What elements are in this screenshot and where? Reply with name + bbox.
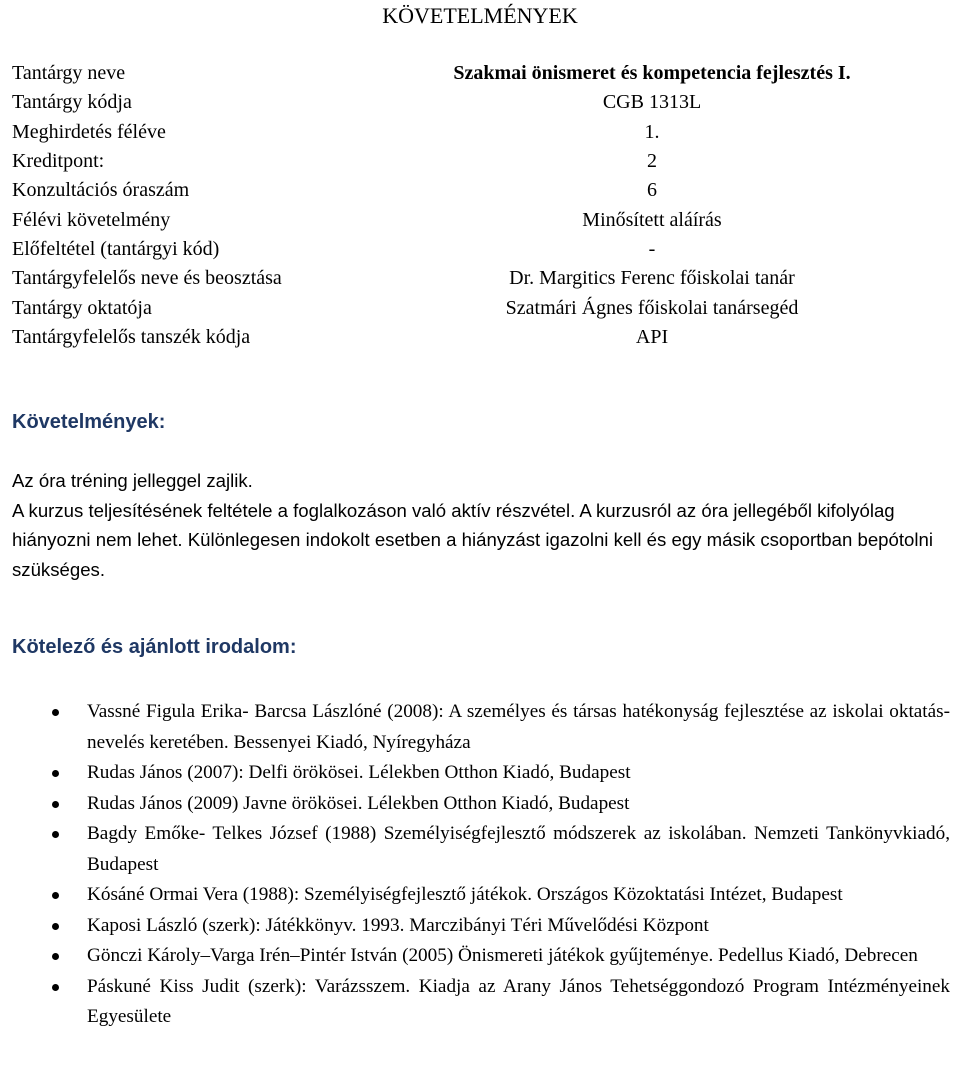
literature-list	[0, 697, 950, 1033]
bullet-icon	[52, 984, 59, 991]
list-item	[0, 789, 950, 820]
requirements-paragraph: Az óra tréning jelleggel zajlik.	[12, 470, 253, 491]
literature-entry: Kaposi László (szerk): Játékkönyv. 1993. Marczibányi Téri Művelődési Központ	[87, 914, 709, 936]
info-label: Meghirdetés féléve	[12, 120, 166, 143]
info-value: 1.	[644, 120, 660, 143]
literature-entry: Vassné Figula Erika- Barcsa Lászlóné (2008): A személyes és társas hatékonyság fejlesztése az iskolai oktatás-nevelés keretében. Bessenyei Kiadó, Nyíregyháza	[87, 701, 950, 753]
info-value: Dr. Margitics Ferenc főiskolai tanár	[509, 267, 795, 290]
list-item	[0, 819, 950, 880]
info-row	[12, 147, 952, 176]
page-title: KÖVETELMÉNYEK	[382, 3, 578, 28]
list-item	[0, 941, 950, 972]
list-item	[0, 972, 950, 1033]
bullet-icon	[52, 801, 59, 808]
list-item	[0, 880, 950, 911]
info-label: Tantárgy oktatója	[12, 296, 152, 319]
info-row	[12, 323, 952, 352]
info-value: 2	[647, 150, 657, 173]
info-row	[12, 59, 952, 88]
info-label: Tantárgy kódja	[12, 91, 132, 114]
bullet-icon	[52, 831, 59, 838]
literature-entry: Gönczi Károly–Varga Irén–Pintér István (2005) Önismereti játékok gyűjteménye. Pedellus Kiadó, Debrecen	[87, 945, 918, 966]
bullet-icon	[52, 953, 59, 960]
info-row	[12, 205, 952, 234]
info-label: Kreditpont:	[12, 150, 105, 173]
requirements-heading: Követelmények:	[12, 411, 166, 433]
bullet-icon	[52, 770, 59, 777]
info-row	[12, 264, 952, 293]
info-label: Tantárgyfelelős neve és beosztása	[12, 267, 282, 290]
requirements-text	[12, 466, 942, 584]
list-item	[0, 911, 950, 942]
info-label: Előfeltétel (tantárgyi kód)	[12, 237, 220, 260]
info-value: CGB 1313L	[602, 91, 702, 114]
info-value: API	[635, 325, 669, 348]
literature-heading: Kötelező és ajánlott irodalom:	[12, 636, 297, 658]
info-row	[12, 235, 952, 264]
bullet-icon	[52, 709, 59, 716]
info-row	[12, 88, 952, 117]
literature-entry: Kósáné Ormai Vera (1988): Személyiségfejlesztő játékok. Országos Közoktatási Intézet, Budapest	[87, 884, 843, 905]
bullet-icon	[52, 892, 59, 899]
info-row	[12, 293, 952, 322]
literature-entry: Rudas János (2009) Javne örökösei. Lélekben Otthon Kiadó, Budapest	[87, 792, 630, 814]
info-value: Szakmai önismeret és kompetencia fejlesztés I.	[453, 62, 851, 85]
list-item	[0, 697, 950, 758]
info-label: Tantárgy neve	[12, 62, 126, 85]
literature-entry: Rudas János (2007): Delfi örökösei. Lélekben Otthon Kiadó, Budapest	[87, 762, 631, 783]
info-label: Félévi követelmény	[12, 208, 171, 231]
info-value: -	[648, 237, 656, 260]
info-value: Szatmári Ágnes főiskolai tanársegéd	[505, 296, 799, 319]
requirements-paragraph: A kurzus teljesítésének feltétele a foglalkozáson való aktív részvétel. A kurzusról az óra jellegéből kifolyólag hiányozni nem lehet. Különlegesen indokolt esetben a hiányzást igazolni kell és egy másik csoportban bepótolni szükséges.	[12, 499, 933, 580]
literature-entry: Páskuné Kiss Judit (szerk): Varázsszem. Kiadja az Arany János Tehetséggondozó Program Intézményeinek Egyesülete	[87, 975, 950, 1027]
info-row	[12, 176, 952, 205]
literature-entry: Bagdy Emőke- Telkes József (1988) Személyiségfejlesztő módszerek az iskolában. Nemzeti Tankönyvkiadó, Budapest	[87, 823, 950, 875]
info-value: Minősített aláírás	[582, 208, 722, 231]
info-row	[12, 118, 952, 147]
info-value: 6	[647, 179, 657, 202]
info-label: Tantárgyfelelős tanszék kódja	[12, 325, 251, 348]
list-item	[0, 758, 950, 789]
info-label: Konzultációs óraszám	[12, 179, 190, 202]
course-info-table	[12, 59, 952, 352]
bullet-icon	[52, 923, 59, 930]
